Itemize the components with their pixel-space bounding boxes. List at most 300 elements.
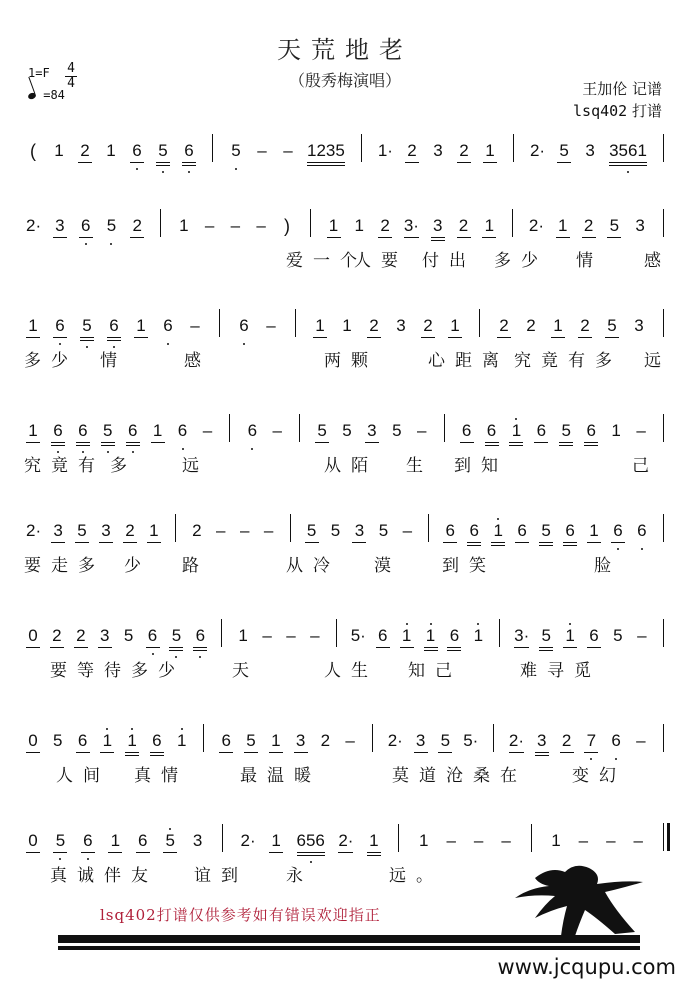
lyric-text: 少 [124,556,151,576]
note-text: 6 [517,521,527,540]
note-text: 1 [565,626,575,645]
note [533,731,551,751]
note-text: 1 [152,421,163,440]
note [522,316,540,336]
note-text: 1 [110,831,121,850]
lyric-text: 人间 [56,766,110,786]
note-text: 6 [445,521,456,540]
note [480,216,498,236]
note [349,626,368,646]
note-text: 2 [423,316,433,335]
lyric-text: 感 [644,251,671,271]
note [303,521,321,541]
note-text: 2· [387,731,403,750]
note-text: – [202,421,213,440]
note [316,731,334,751]
note [128,141,146,161]
note [549,316,567,336]
note-text: 5 [82,316,92,335]
note [128,216,146,236]
note [51,316,69,336]
note [227,141,245,161]
note [120,626,138,646]
repeat-paren [278,216,296,236]
note-text: 2· [26,521,42,540]
note-text: 3561 [609,141,647,160]
note-text: 0 [28,626,38,645]
note-text: 5 [541,521,551,540]
note-text: 6 [83,831,93,850]
note [392,316,410,336]
note [102,216,120,236]
lyric-text: 要等待多少 [50,661,185,681]
note [561,626,579,646]
final-barline [663,823,670,851]
note-text: 1 [102,731,113,750]
note-text: 1 [106,141,116,160]
note-text: 5 [440,731,451,750]
lyric-text: 莫道沧桑在 [392,766,527,786]
note-text: – [216,521,226,540]
note [188,521,206,541]
lyrics-row [24,246,670,270]
lyrics-row [24,451,670,475]
note-text: 1 [354,216,365,235]
sustain-dash [268,421,286,441]
note [465,521,483,541]
notation-row [24,415,670,441]
lyric-text: 人要 [354,251,408,271]
note [458,421,476,441]
note [481,141,499,161]
note-text: 3 [367,421,377,440]
note [149,421,167,441]
lyric-text: 远 [182,456,209,476]
notation-row [24,310,670,336]
note-text: 5· [350,626,366,645]
note [124,421,142,441]
credit-typeset [573,100,662,122]
note-text: 5 [231,141,241,160]
note [585,626,603,646]
barline [299,414,300,442]
note-text: 1 [450,316,460,335]
note [24,626,42,646]
note [436,731,454,751]
note [386,731,405,751]
note [97,521,115,541]
note [582,421,600,441]
note-text: 2 [459,141,469,160]
note [555,141,573,161]
lyric-text: 最温暖 [240,766,321,786]
note [461,731,480,751]
lyric-text: 到知 [454,456,508,476]
note [537,626,555,646]
note [24,731,42,751]
note-text: 1 [551,831,561,850]
notation-row [24,825,670,851]
note [235,316,253,336]
note-text: – [501,831,511,850]
note-text: 3 [537,731,547,750]
score-line [24,725,670,785]
note-text: 6 [177,421,188,440]
lyric-text: 知己 [408,661,462,681]
score-line [24,310,670,370]
repeat-paren [24,141,42,161]
sustain-dash [198,421,216,441]
performer-subtitle: （殷秀梅演唱） [288,71,401,90]
barline [229,414,230,442]
note [532,421,550,441]
note-text: 6 [486,421,497,440]
note-text: 6 [221,731,231,750]
note [305,141,347,161]
barline [336,619,337,647]
note-text: 1 [473,626,484,645]
note-text: 2 [499,316,509,335]
note-text: 2· [338,831,354,850]
lyric-text: 己 [632,456,659,476]
note-text: 6 [195,626,206,645]
note [154,141,172,161]
lyric-text: 爱一个 [286,251,367,271]
note-text: 2 [132,216,142,235]
note-text: 3 [396,316,406,335]
time-signature [65,62,77,91]
note-text: 2 [561,731,572,750]
barline [512,209,513,237]
sustain-dash [262,316,280,336]
note-text: 5 [317,421,327,440]
note-text: 2 [80,141,90,160]
barline [398,824,399,852]
note [441,521,459,541]
note-text: 1 [179,216,189,235]
note-text: 3 [634,316,644,335]
note [633,521,651,541]
sustain-dash [497,831,515,851]
note [365,831,383,851]
note [72,626,90,646]
note [631,216,649,236]
lyric-text: 感 [184,351,211,371]
note-text: 3 [99,626,110,645]
sustain-dash [252,216,270,236]
lyric-text: 难寻觅 [520,661,601,681]
note [159,316,177,336]
note [507,731,526,751]
note-text: 1 [419,831,429,850]
note-text: 3 [433,141,443,160]
lyric-text: 脸 [594,556,621,576]
note-text: 3 [55,216,65,235]
note [603,316,621,336]
note-text: 656 [296,831,325,850]
note-text: 3 [433,216,443,235]
note-text: 2 [407,141,417,160]
lyric-text: 多少 [24,351,78,371]
note [585,521,603,541]
barline [663,514,664,542]
note-text: 5 [106,216,117,235]
note-text: – [310,626,320,645]
barline [663,309,664,337]
note-text: 6 [377,626,388,645]
note-text: 3 [354,521,365,540]
note-text: – [417,421,427,440]
note [24,316,42,336]
note-text: – [578,831,589,850]
note-text: 1 [484,216,495,235]
note-text: 5 [392,421,402,440]
note [398,626,416,646]
note-text: 1 [28,316,38,335]
note-text: 1 [493,521,503,540]
lyric-text: 究竟有 [24,456,105,476]
note-text: 1 [176,731,187,750]
notation-row [24,725,670,751]
note [48,626,66,646]
sustain-dash [413,421,431,441]
credit-notation: 王加伦 记谱 [582,80,662,98]
score-line [24,210,670,270]
note-text: 1 [127,731,137,750]
note [528,141,547,161]
lyric-text: 路 [182,556,209,576]
note-text: – [633,831,643,850]
sustain-dash [212,521,230,541]
note-text: 6 [461,421,472,440]
note [121,521,139,541]
note [79,831,97,851]
note [123,731,141,751]
note-text: 3· [403,216,419,235]
note-text: 2 [320,731,331,750]
note [311,316,329,336]
barline [663,414,664,442]
note-text: 3 [635,216,645,235]
note-text: ) [283,216,290,236]
note-text: 1 [271,831,281,850]
lyric-text: 两颗 [324,351,378,371]
sustain-dash [279,141,297,161]
note [376,216,394,236]
dancers-silhouette-image [505,858,645,938]
note-text: 6 [586,421,596,440]
note-text: 1 [553,316,563,335]
sustain-dash [306,626,324,646]
note-text: 2 [192,521,202,540]
note [174,421,192,441]
sustain-dash [602,831,620,851]
note [243,421,261,441]
note [24,216,43,236]
note-text: 2 [580,316,590,335]
notation-row [24,135,670,161]
note-text: 3 [192,831,203,850]
note-text: 3· [514,626,530,645]
site-url: www.jcqupu.com [497,955,676,979]
note [558,731,576,751]
note [144,626,162,646]
note-text: 1 [328,216,339,235]
note [512,626,531,646]
note [145,521,163,541]
note [76,141,94,161]
note [49,731,67,751]
note-text: 1235 [307,141,345,160]
note [547,831,565,851]
note [429,141,447,161]
note-text: – [190,316,200,335]
note [415,831,433,851]
note-text: 5 [306,521,317,540]
note [376,141,395,161]
note-text: 1 [425,626,436,645]
credit-typeset-label: 打谱 [631,102,662,120]
note [242,731,260,751]
time-signature-bottom: 4 [65,76,77,91]
note [239,831,258,851]
lyric-text: 真情 [134,766,188,786]
note-text: 2 [583,216,594,235]
note [576,316,594,336]
note [148,731,166,751]
note [580,216,598,236]
lyrics-row [24,551,670,575]
note [24,831,42,851]
note [267,731,285,751]
lyric-text: 从陌 [324,456,378,476]
lyrics-row [24,656,670,680]
note-text: 5 [77,521,87,540]
note-text: 6 [637,521,647,540]
note [51,831,69,851]
note-text: 6 [55,316,65,335]
barline [219,309,220,337]
sustain-dash [253,141,271,161]
note [483,421,501,441]
lyric-text: 远。 [389,866,443,886]
lyric-text: 人生 [324,661,378,681]
note-text: 2· [528,216,544,235]
lyric-text: 变幻 [572,766,626,786]
barline [221,619,222,647]
note-text: 6 [138,831,148,850]
note [609,626,627,646]
note [537,521,555,541]
lyric-text: 永 [286,866,313,886]
note [132,316,150,336]
note-text: 5 [123,626,134,645]
sustain-dash [633,626,651,646]
lyric-text: 漠 [374,556,401,576]
note [419,316,437,336]
sustain-dash [629,831,647,851]
barline [203,724,204,752]
typesetter-disclaimer: lsq402打谱仅供参考如有错误欢迎指正 [100,906,381,924]
note [24,521,43,541]
note [350,216,368,236]
lyric-text: 天 [232,661,259,681]
note-text: – [345,731,355,750]
lyrics-row [24,761,670,785]
note-text: 2· [240,831,256,850]
note-text: 1 [511,421,522,440]
note-text: 6 [247,421,258,440]
note-text: 2 [526,316,536,335]
note [74,731,92,751]
note-text: 2 [52,626,62,645]
tempo-marking [28,88,65,102]
note [161,831,179,851]
barline [444,414,445,442]
note-text: 2 [458,216,469,235]
note-text: 6 [163,316,173,335]
note-text: 5 [613,626,623,645]
note-text: 5 [53,731,63,750]
note [267,831,285,851]
note-text: 1 [238,626,248,645]
sustain-dash [236,521,254,541]
note [134,831,152,851]
barline [513,134,514,162]
lyric-text: 情 [576,251,603,271]
note-text: 2 [76,626,86,645]
note [336,831,355,851]
barline [175,514,176,542]
note-text: 6 [127,421,138,440]
note [455,216,473,236]
quarter-note-icon [27,92,37,100]
note [607,141,649,161]
note-text: 5 [609,216,620,235]
note [469,626,487,646]
sustain-dash [574,831,592,851]
note-text: 1 [54,141,64,160]
barline [212,134,213,162]
lyric-text: 真诚伴友 [50,866,158,886]
note-text: 5 [103,421,113,440]
lyric-text: 多 [110,456,137,476]
note-text: 1 [485,141,495,160]
note-text: 5 [55,831,66,850]
note-text: 1 [149,521,159,540]
barline [663,134,664,162]
lyric-text: 谊到 [194,866,248,886]
note [106,831,124,851]
note [630,316,648,336]
note [102,141,120,161]
note-text: 1 [315,316,325,335]
note-text: – [402,521,413,540]
note [49,421,67,441]
note [350,521,368,541]
note-text: – [204,216,215,235]
sustain-dash [282,626,300,646]
barline [663,724,664,752]
lyric-text: 要走多 [24,556,105,576]
sustain-dash [258,626,276,646]
note [74,421,92,441]
barline [479,309,480,337]
note [513,521,531,541]
note-text: 5 [561,421,572,440]
score-line [24,620,670,680]
key-signature: 1=F [28,66,50,80]
